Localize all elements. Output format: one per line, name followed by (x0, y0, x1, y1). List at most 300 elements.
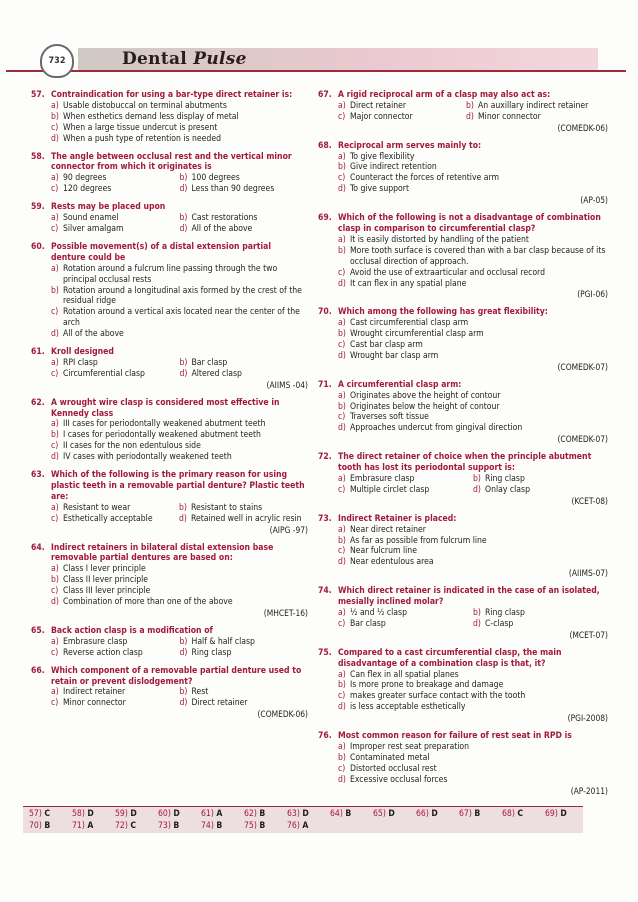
option-letter: b) (473, 607, 481, 618)
question-number: 66. (31, 665, 45, 676)
option-letter: a) (51, 357, 59, 368)
question (318, 213, 608, 300)
question-text: A rigid reciprocal arm of a clasp may also act as: (338, 90, 551, 100)
exam-source: (AP-05) (580, 195, 608, 206)
option-list (318, 742, 608, 786)
option-letter: c) (51, 368, 59, 379)
answer-option (338, 702, 608, 713)
answer-key-entry (158, 821, 179, 831)
answer-option (51, 648, 180, 659)
answer-letter: B (345, 809, 352, 819)
answer-question-number: 72) (115, 821, 128, 831)
answer-option (51, 586, 308, 597)
question-stem (31, 666, 308, 688)
answer-key (23, 806, 583, 833)
option-letter: c) (51, 513, 59, 524)
option-text: Indirect retainer (63, 687, 126, 698)
option-letter: c) (51, 441, 59, 452)
answer-option (51, 264, 308, 286)
question-text: Which among the following has great flexibility: (338, 307, 548, 318)
option-letter: d) (179, 513, 187, 524)
option-letter: a) (51, 687, 59, 698)
answer-option (180, 369, 309, 380)
question (31, 152, 308, 196)
option-text: I cases for periodontally weakened abutment teeth (63, 430, 261, 441)
answer-letter: D (560, 809, 567, 819)
question-text: The direct retainer of choice when the principle abutment tooth has lost its periodontal support is: (338, 452, 592, 474)
option-letter: a) (338, 669, 346, 680)
question (318, 731, 608, 796)
option-letter: b) (179, 502, 187, 513)
answer-option (338, 152, 608, 163)
answer-letter: A (87, 821, 94, 831)
option-text: Resistant to stains (191, 502, 263, 513)
option-letter: b) (51, 285, 59, 296)
answer-key-entry (115, 821, 136, 831)
option-letter: b) (338, 752, 346, 763)
exam-source: (AIIMS -04) (266, 379, 308, 390)
question-stem (318, 213, 608, 235)
option-letter: c) (338, 763, 346, 774)
option-letter: c) (338, 546, 346, 557)
answer-letter: D (130, 809, 137, 819)
answer-option (180, 224, 309, 235)
answer-option (466, 101, 608, 112)
title-word: Dental (122, 49, 188, 69)
exam-source: (COMEDK-07) (557, 434, 608, 445)
option-text: It is easily distorted by handling of the patient (350, 234, 529, 245)
question-number: 59. (31, 202, 45, 213)
option-text: Circumferential clasp (63, 368, 145, 379)
option-letter: a) (338, 318, 346, 329)
answer-question-number: 68) (502, 809, 515, 819)
option-text: When a push type of retention is needed (63, 133, 222, 144)
option-letter: d) (179, 368, 188, 379)
option-text: Embrasure clasp (350, 474, 415, 484)
option-text: Near fulcrum line (350, 546, 417, 557)
option-text: As far as possible from fulcrum line (350, 535, 487, 546)
question-number: 67. (318, 90, 332, 100)
question-number: 68. (318, 140, 332, 151)
exam-source: (AIPG -97) (269, 524, 308, 535)
question-text: Which of the following is not a disadvantage of combination clasp in comparison to circumferential clasp? (338, 213, 601, 234)
answer-option (338, 162, 608, 173)
question (318, 90, 608, 134)
answer-option (51, 419, 308, 430)
option-text: When esthetics demand less display of metal (63, 111, 239, 122)
question-stem (318, 586, 608, 608)
option-text: IV cases with periodontally weakened teeth (63, 452, 232, 463)
option-letter: a) (51, 263, 59, 274)
question-text: A wrought wire clasp is considered most effective in Kennedy class (51, 397, 280, 419)
answer-option (51, 430, 308, 441)
option-text: 100 degrees (191, 173, 240, 184)
question-stem (318, 648, 608, 670)
option-text: Usable distobuccal on terminal abutments (63, 100, 227, 111)
answer-option (338, 525, 608, 536)
answer-option (180, 648, 309, 659)
answer-option (338, 340, 608, 351)
answer-question-number: 61) (201, 809, 214, 819)
answer-key-entry (29, 821, 50, 831)
answer-option (338, 608, 473, 619)
option-letter: b) (338, 535, 346, 546)
exam-source: (MHCET-16) (263, 607, 308, 618)
question (318, 380, 608, 445)
option-text: 120 degrees (63, 184, 112, 195)
option-text: More tooth surface is covered than with a bar clasp because of its occlusal direction of approach. (350, 245, 606, 267)
answer-option (338, 742, 608, 753)
answer-letter: A (302, 821, 309, 831)
option-text: When a large tissue undercut is present (63, 122, 218, 133)
answer-option (338, 279, 608, 290)
answer-question-number: 57) (29, 809, 42, 819)
answer-key-entry (330, 809, 351, 819)
answer-option (473, 619, 608, 630)
option-text: Multiple circlet clasp (350, 484, 430, 495)
option-text: Embrasure clasp (63, 636, 128, 647)
question-number: 74. (318, 586, 332, 597)
answer-option (338, 423, 608, 434)
answer-key-entry (29, 809, 50, 819)
option-letter: a) (51, 100, 59, 111)
question (31, 90, 308, 145)
option-text: All of the above (63, 329, 124, 340)
question-text: Reciprocal arm serves mainly to: (338, 140, 482, 151)
option-text: It can flex in any spatial plane (350, 278, 467, 289)
question (31, 666, 308, 721)
question-number: 76. (318, 731, 332, 742)
answer-option (51, 575, 308, 586)
question-stem (31, 202, 308, 213)
option-list (318, 474, 608, 496)
option-text: Silver amalgam (63, 223, 124, 234)
option-text: Combination of more than one of the above (63, 597, 233, 608)
option-list (318, 152, 608, 196)
option-letter: d) (338, 278, 346, 289)
answer-key-entry (72, 809, 94, 819)
question (31, 347, 308, 391)
answer-option (180, 173, 309, 184)
option-list (318, 391, 608, 435)
answer-question-number: 75) (244, 821, 257, 831)
tooth-icon (40, 44, 74, 78)
option-letter: d) (51, 597, 59, 608)
question (318, 648, 608, 724)
question-text: Which component of a removable partial denture used to retain or prevent dislodgement? (51, 665, 302, 687)
option-letter: b) (179, 357, 188, 368)
option-text: Ring clasp (191, 647, 232, 658)
option-letter: d) (179, 223, 188, 234)
question-text: Which direct retainer is indicated in the case of an isolated, mesially inclined molar? (338, 586, 600, 608)
option-letter: c) (51, 223, 59, 234)
option-text: Class III lever principle (63, 586, 151, 597)
option-text: Counteract the forces of retentive arm (350, 173, 500, 184)
option-letter: d) (179, 184, 188, 195)
answer-option (51, 698, 180, 709)
option-text: Originates above the height of contour (350, 390, 501, 401)
option-list (31, 173, 308, 195)
question (318, 307, 608, 372)
answer-key-entry (72, 821, 93, 831)
answer-question-number: 65) (373, 809, 386, 819)
option-text: Cast circumferential clasp arm (350, 318, 469, 329)
left-question-column (31, 90, 308, 727)
question-stem (31, 242, 308, 264)
answer-option (466, 112, 608, 123)
question (318, 514, 608, 579)
question-stem (31, 398, 308, 420)
question-text: Indirect retainers in bilateral distal extension base removable partial dentures are based on: (51, 542, 274, 564)
option-text: Avoid the use of extraarticular and occlusal record (350, 267, 545, 278)
answer-option (338, 101, 466, 112)
answer-key-entry (502, 809, 523, 819)
option-text: Bar clasp (350, 618, 386, 629)
option-letter: a) (338, 151, 346, 162)
answer-option (51, 687, 180, 698)
answer-option (51, 369, 180, 380)
option-letter: c) (51, 647, 59, 658)
option-letter: d) (338, 423, 346, 434)
answer-option (51, 286, 308, 308)
answer-option (51, 101, 308, 112)
answer-key-entry (201, 809, 222, 819)
answer-question-number: 66) (416, 809, 429, 819)
title-italic-word: Pulse (193, 49, 247, 69)
answer-question-number: 71) (72, 821, 85, 831)
option-letter: d) (466, 111, 474, 122)
answer-option (51, 134, 308, 145)
option-text: Excessive occlusal forces (350, 774, 448, 785)
option-letter: b) (179, 636, 188, 647)
option-letter: a) (51, 636, 59, 647)
answer-option (51, 184, 180, 195)
option-letter: c) (51, 307, 59, 318)
option-text: Cast restorations (191, 213, 258, 224)
option-letter: d) (473, 484, 481, 495)
answer-option (338, 546, 608, 557)
option-letter: c) (338, 111, 346, 122)
question-text: Which of the following is the primary reason for using plastic teeth in a removable partial denture? Plastic teeth are: (51, 470, 305, 502)
exam-source: (COMEDK-07) (557, 361, 608, 372)
question-number: 57. (31, 90, 45, 100)
option-letter: b) (338, 401, 346, 412)
answer-option (338, 670, 608, 681)
option-list (318, 608, 608, 630)
answer-option (180, 637, 309, 648)
answer-letter: B (259, 809, 266, 819)
question-stem (318, 452, 608, 474)
question (31, 242, 308, 340)
option-letter: a) (51, 419, 59, 430)
question-text: Contraindication for using a bar-type direct retainer is: (51, 90, 293, 100)
question-number: 60. (31, 241, 45, 252)
answer-question-number: 58) (72, 809, 85, 819)
answer-letter: B (474, 809, 481, 819)
option-letter: b) (473, 474, 481, 484)
question-text: Most common reason for failure of rest seat in RPD is (338, 731, 572, 742)
answer-option (473, 608, 608, 619)
page-header (0, 40, 638, 80)
question (318, 586, 608, 641)
option-text: 90 degrees (63, 173, 107, 184)
option-text: Class I lever principle (63, 564, 146, 575)
answer-option (51, 224, 180, 235)
answer-letter: D (388, 809, 395, 819)
exam-source: (MCET-07) (569, 629, 608, 640)
option-text: Contaminated metal (350, 752, 430, 763)
option-text: Wrought circumferential clasp arm (350, 329, 484, 340)
exam-source: (AIIMS-07) (568, 568, 608, 579)
question-stem (31, 543, 308, 565)
answer-key-entry (158, 809, 180, 819)
question-number: 61. (31, 347, 45, 358)
answer-option (179, 503, 308, 514)
question-number: 62. (31, 397, 45, 408)
option-letter: c) (338, 618, 346, 629)
header-rule (6, 70, 626, 72)
option-letter: b) (338, 329, 346, 340)
option-letter: b) (51, 111, 59, 122)
answer-letter: D (87, 809, 94, 819)
question-stem (318, 307, 608, 318)
option-letter: c) (338, 340, 346, 351)
option-text: Direct retainer (191, 698, 248, 709)
option-list (318, 670, 608, 714)
option-letter: b) (466, 100, 474, 111)
answer-option (51, 637, 180, 648)
question-stem (318, 141, 608, 152)
question-text: Compared to a cast circumferential clasp, the main disadvantage of a combination clasp is that, it? (338, 647, 562, 669)
answer-option (338, 680, 608, 691)
option-text: Near edentulous area (350, 557, 434, 568)
answer-option (51, 503, 179, 514)
answer-option (338, 764, 608, 775)
question-number: 69. (318, 213, 332, 224)
answer-option (473, 474, 608, 485)
option-text: ½ and ½ clasp (350, 607, 407, 618)
option-text: Class II lever principle (63, 575, 149, 586)
question-number: 71. (318, 379, 332, 390)
question (318, 452, 608, 507)
option-letter: c) (51, 184, 59, 195)
answer-letter: B (259, 821, 266, 831)
answer-key-entry (545, 809, 567, 819)
answer-option (51, 112, 308, 123)
answer-option (338, 485, 473, 496)
option-text: Resistant to wear (63, 502, 131, 513)
option-list (31, 358, 308, 380)
answer-key-entry (201, 821, 222, 831)
question-number: 65. (31, 625, 45, 636)
question-stem (318, 514, 608, 525)
option-letter: c) (51, 586, 59, 597)
option-text: Improper rest seat preparation (350, 741, 470, 752)
option-text: Can flex in all spatial planes (350, 669, 459, 680)
answer-option (338, 775, 608, 786)
option-text: Distorted occlusal rest (350, 763, 437, 774)
question-number: 70. (318, 307, 332, 318)
option-letter: c) (338, 267, 346, 278)
option-letter: d) (179, 647, 188, 658)
option-text: Rotation around a vertical axis located near the center of the arch (63, 307, 300, 329)
option-text: Cast bar clasp arm (350, 340, 423, 351)
question-stem (31, 347, 308, 358)
option-letter: a) (51, 213, 59, 224)
option-text: Is more prone to breakage and damage (350, 680, 504, 691)
answer-key-entry (287, 821, 308, 831)
answer-question-number: 64) (330, 809, 343, 819)
option-text: Rest (191, 687, 209, 698)
answer-option (51, 514, 179, 525)
answer-option (180, 698, 309, 709)
option-letter: a) (338, 474, 346, 484)
option-letter: b) (51, 575, 59, 586)
answer-question-number: 73) (158, 821, 171, 831)
answer-key-entry (416, 809, 438, 819)
option-text: Originates below the height of contour (350, 401, 500, 412)
answer-question-number: 59) (115, 809, 128, 819)
option-text: Wrought bar clasp arm (350, 350, 439, 361)
answer-key-entry (244, 809, 265, 819)
page-number: 732 (48, 56, 66, 66)
answer-option (180, 358, 309, 369)
option-letter: d) (338, 350, 346, 361)
answer-letter: D (302, 809, 309, 819)
option-list (31, 503, 308, 525)
option-list (318, 101, 608, 123)
option-letter: b) (338, 680, 346, 691)
answer-question-number: 74) (201, 821, 214, 831)
answer-option (51, 213, 180, 224)
question-text: Rests may be placed upon (51, 202, 166, 213)
answer-option (338, 536, 608, 547)
option-text: C-clasp (485, 618, 514, 629)
option-list (31, 419, 308, 463)
option-letter: c) (338, 173, 346, 184)
answer-option (338, 112, 466, 123)
option-text: III cases for periodontally weakened abutment teeth (63, 419, 266, 430)
answer-option (180, 213, 309, 224)
option-letter: b) (179, 213, 188, 224)
option-text: RPI clasp (63, 357, 98, 368)
option-text: Near direct retainer (350, 524, 426, 535)
option-list (31, 637, 308, 659)
option-list (31, 687, 308, 709)
answer-option (338, 173, 608, 184)
question (31, 626, 308, 659)
option-letter: d) (338, 184, 346, 195)
option-letter: b) (338, 162, 346, 173)
option-letter: b) (338, 245, 346, 256)
option-letter: d) (51, 329, 59, 340)
answer-option (473, 485, 608, 496)
answer-letter: D (431, 809, 438, 819)
option-text: An auxillary indirect retainer (478, 100, 589, 111)
option-list (31, 213, 308, 235)
option-text: Minor connector (478, 111, 541, 122)
option-text: Minor connector (63, 698, 126, 709)
question-number: 63. (31, 470, 45, 481)
answer-option (338, 402, 608, 413)
answer-letter: C (130, 821, 137, 831)
question-number: 75. (318, 647, 332, 658)
option-text: Traverses soft tissue (350, 412, 429, 423)
answer-question-number: 67) (459, 809, 472, 819)
answer-option (338, 412, 608, 423)
answer-question-number: 63) (287, 809, 300, 819)
answer-option (338, 351, 608, 362)
